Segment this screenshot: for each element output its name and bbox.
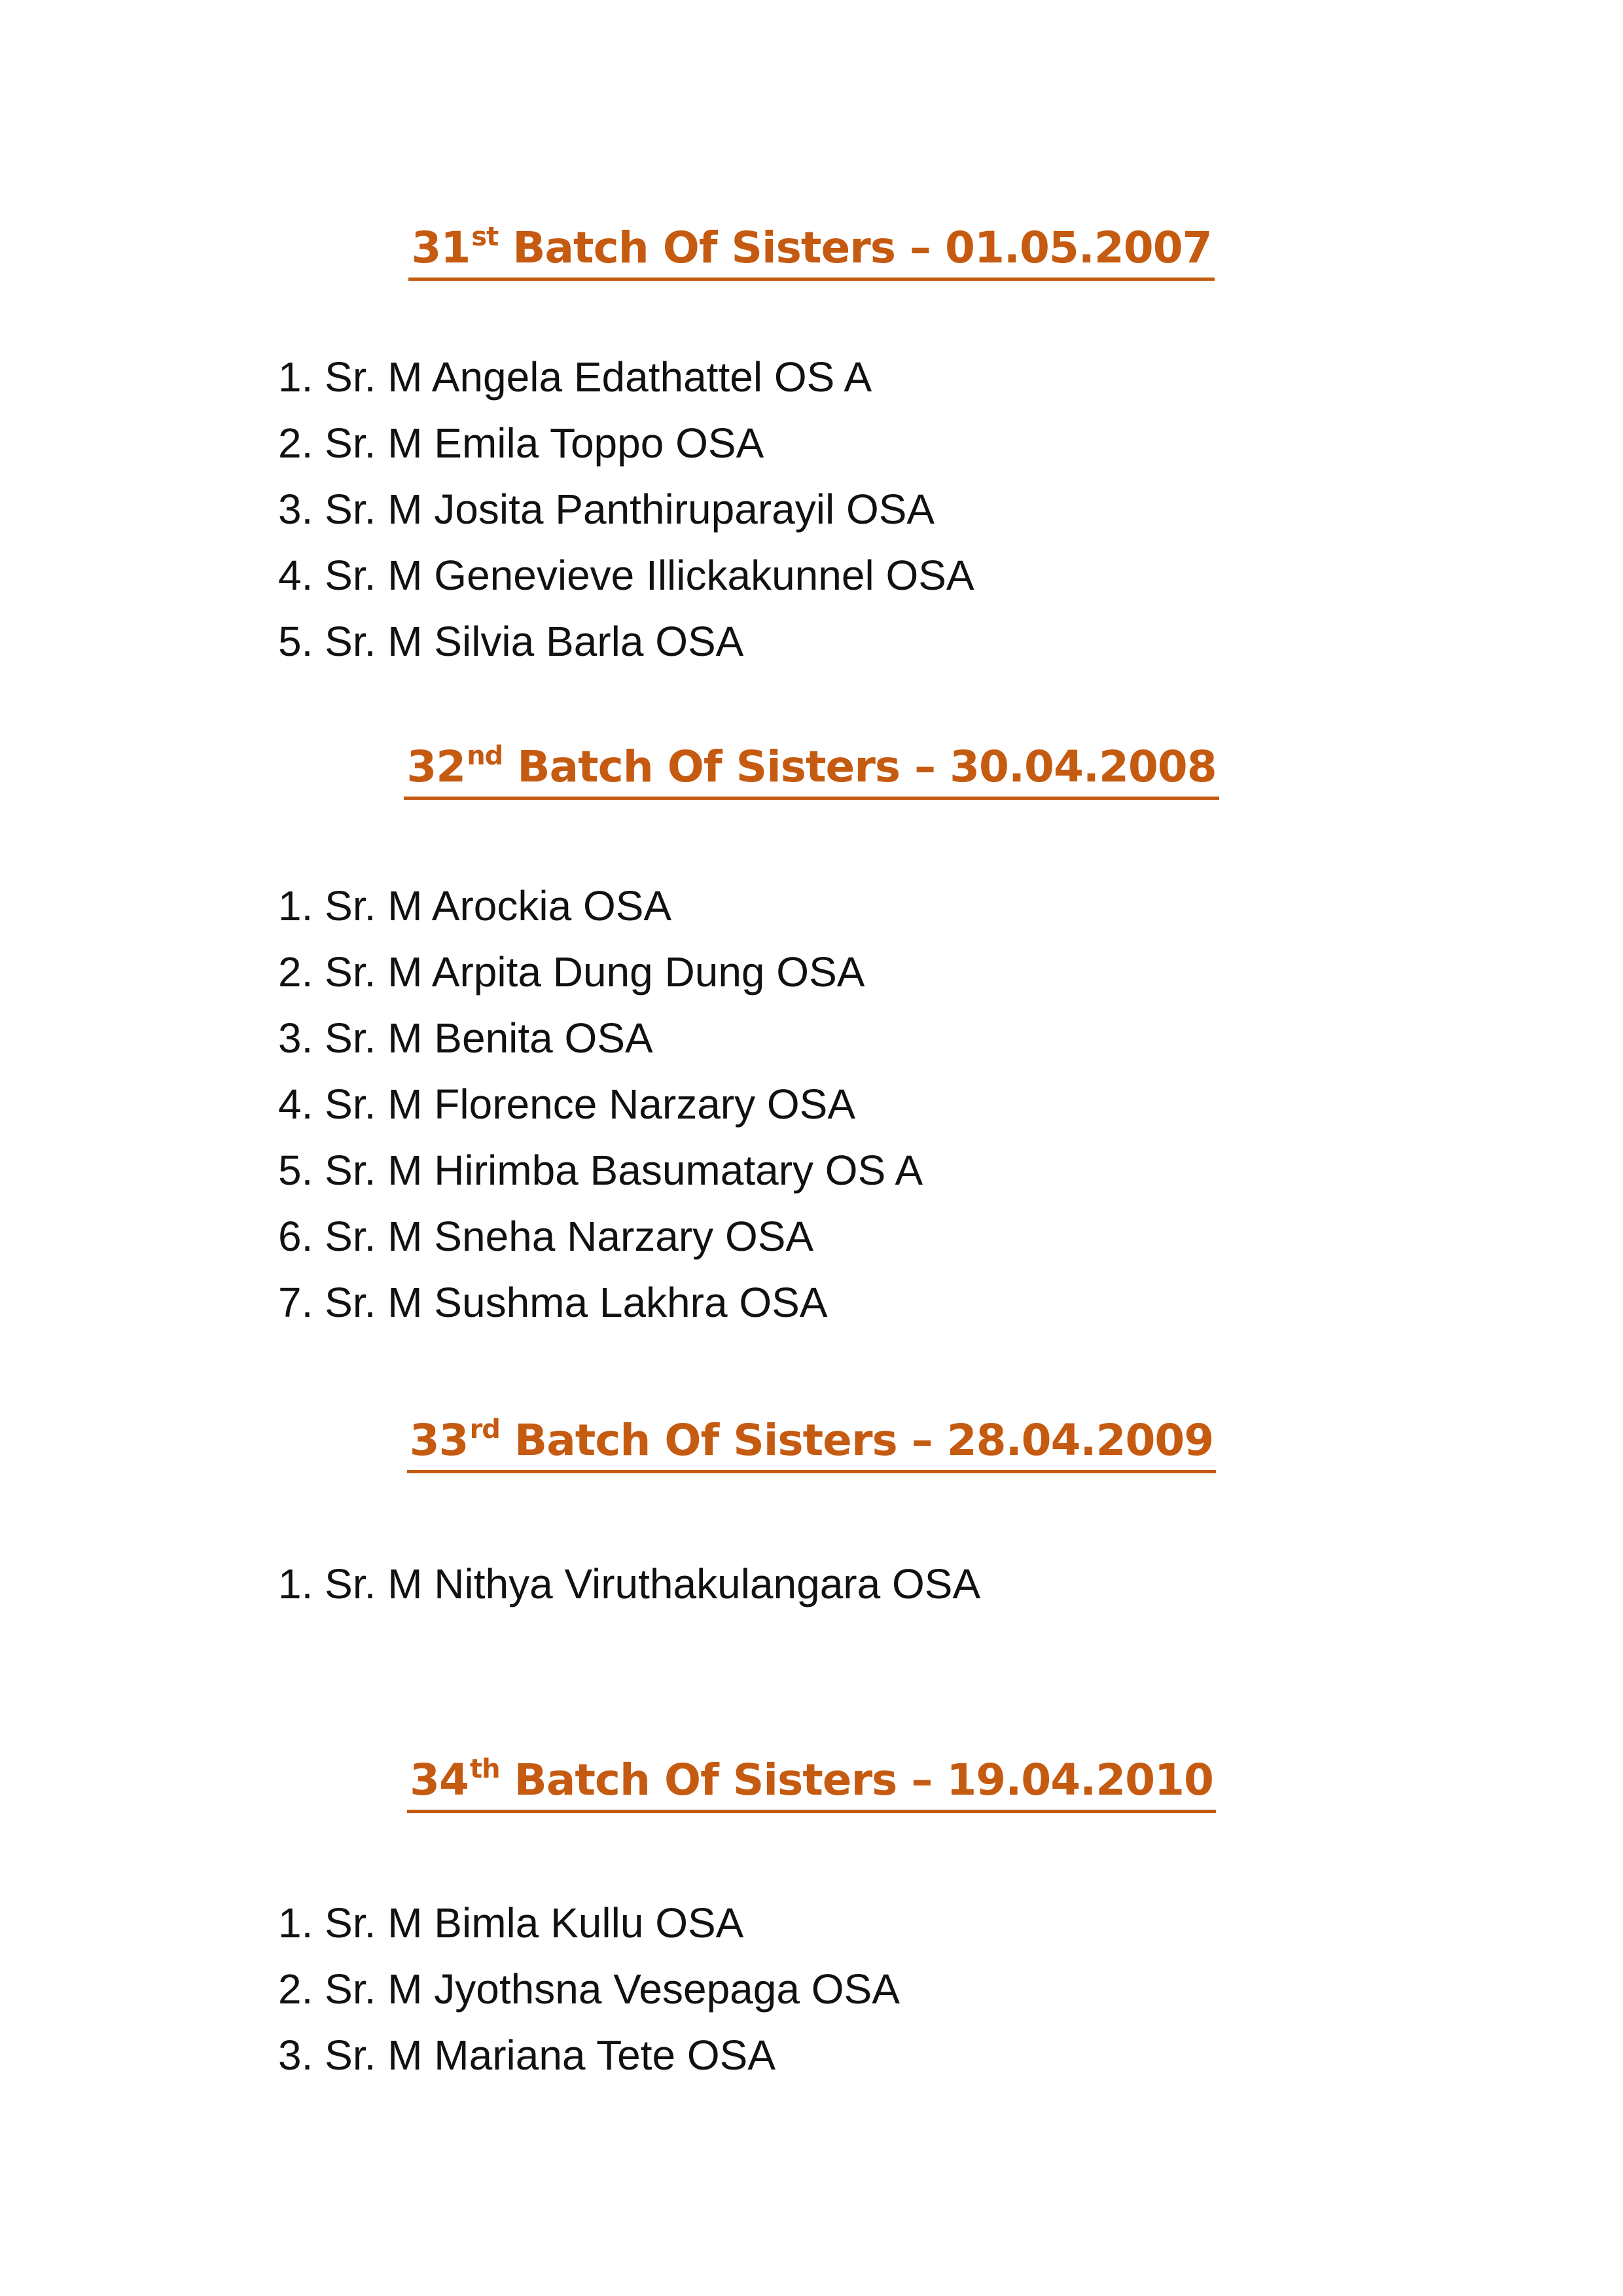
item-number: 7. — [278, 1279, 313, 1326]
item-number: 4. — [278, 552, 313, 599]
list-item — [278, 543, 974, 609]
batch-32-number: 32 — [406, 742, 466, 792]
member-name: Sr. M Jyothsna Vesepaga OSA — [325, 1965, 900, 2013]
item-number: 2. — [278, 948, 313, 996]
batch-34-member-list — [278, 1890, 900, 2089]
member-name: Sr. M Arockia OSA — [325, 882, 672, 929]
list-item — [278, 2022, 900, 2089]
batch-33-heading — [407, 1411, 1217, 1473]
item-number: 4. — [278, 1081, 313, 1128]
member-name: Sr. M Josita Panthiruparayil OSA — [325, 486, 935, 533]
item-number: 3. — [278, 1014, 313, 1062]
list-item — [278, 1956, 900, 2022]
item-number: 1. — [278, 353, 313, 401]
batch-34-heading — [407, 1751, 1216, 1813]
batch-31-member-list — [278, 344, 974, 675]
item-number: 3. — [278, 486, 313, 533]
item-number: 1. — [278, 1560, 313, 1607]
batch-31-title: Batch Of Sisters – 01.05.2007 — [498, 223, 1212, 273]
list-item — [278, 410, 974, 476]
batch-31-suffix: st — [471, 222, 499, 252]
list-item — [278, 1551, 980, 1617]
item-number: 6. — [278, 1213, 313, 1260]
item-number: 3. — [278, 2032, 313, 2079]
batch-31-heading-wrap — [0, 219, 1623, 281]
member-name: Sr. M Silvia Barla OSA — [325, 618, 744, 665]
list-item — [278, 1270, 923, 1336]
member-name: Sr. M Bimla Kullu OSA — [325, 1899, 744, 1946]
item-number: 1. — [278, 882, 313, 929]
list-item — [278, 873, 923, 939]
batch-32-member-list — [278, 873, 923, 1336]
list-item — [278, 344, 974, 410]
item-number: 1. — [278, 1899, 313, 1946]
member-name: Sr. M Angela Edathattel OS A — [325, 353, 872, 401]
member-name: Sr. M Benita OSA — [325, 1014, 653, 1062]
batch-31-heading — [408, 219, 1214, 281]
member-name: Sr. M Sushma Lakhra OSA — [325, 1279, 828, 1326]
batch-34-heading-wrap — [0, 1751, 1623, 1813]
batch-32-suffix: nd — [467, 741, 503, 771]
item-number: 5. — [278, 618, 313, 665]
list-item — [278, 1071, 923, 1138]
batch-34-suffix: th — [469, 1754, 500, 1784]
member-name: Sr. M Sneha Narzary OSA — [325, 1213, 814, 1260]
list-item — [278, 609, 974, 675]
list-item — [278, 939, 923, 1005]
member-name: Sr. M Nithya Viruthakulangara OSA — [325, 1560, 981, 1607]
item-number: 2. — [278, 1965, 313, 2013]
member-name: Sr. M Hirimba Basumatary OS A — [325, 1147, 923, 1194]
batch-31-number: 31 — [411, 223, 471, 273]
batch-34-number: 34 — [410, 1755, 469, 1805]
member-name: Sr. M Emila Toppo OSA — [325, 420, 764, 467]
batch-32-title: Batch Of Sisters – 30.04.2008 — [503, 742, 1217, 792]
batch-32-heading — [404, 738, 1219, 800]
batch-33-number: 33 — [409, 1415, 469, 1465]
list-item — [278, 1005, 923, 1071]
list-item — [278, 1138, 923, 1204]
list-item — [278, 1890, 900, 1956]
batch-34-title: Batch Of Sisters – 19.04.2010 — [499, 1755, 1213, 1805]
item-number: 5. — [278, 1147, 313, 1194]
batch-32-heading-wrap — [0, 738, 1623, 800]
batch-33-heading-wrap — [0, 1411, 1623, 1473]
list-item — [278, 476, 974, 543]
batch-33-suffix: rd — [469, 1414, 500, 1444]
member-name: Sr. M Genevieve Illickakunnel OSA — [325, 552, 974, 599]
member-name: Sr. M Florence Narzary OSA — [325, 1081, 856, 1128]
list-item — [278, 1204, 923, 1270]
member-name: Sr. M Arpita Dung Dung OSA — [325, 948, 865, 996]
item-number: 2. — [278, 420, 313, 467]
batch-33-title: Batch Of Sisters – 28.04.2009 — [499, 1415, 1214, 1465]
member-name: Sr. M Mariana Tete OSA — [325, 2032, 776, 2079]
batch-33-member-list — [278, 1551, 980, 1617]
